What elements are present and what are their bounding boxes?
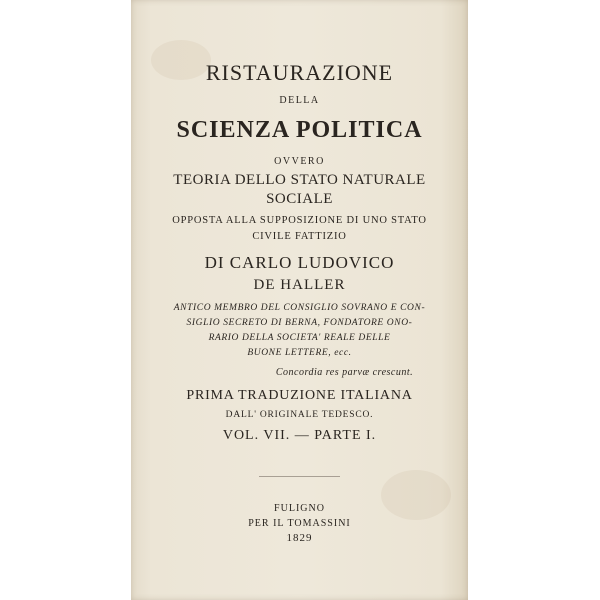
imprint-year: 1829 bbox=[286, 532, 313, 544]
author-description-line-2: SIGLIO SECRETO DI BERNA, FONDATORE ONO- bbox=[186, 318, 413, 328]
volume-label: VOL. VII. — PARTE I. bbox=[222, 428, 377, 443]
author-description-line-3: RARIO DELLA SOCIETA' REALE DELLE bbox=[208, 333, 391, 343]
subtitle-opposta-line-2: CIVILE FATTIZIO bbox=[252, 231, 347, 242]
main-title-line-2: SCIENZA POLITICA bbox=[176, 117, 423, 143]
main-title-line-1: RISTAURAZIONE bbox=[205, 60, 394, 85]
imprint-place: FULIGNO bbox=[274, 503, 325, 514]
subtitle-line-1: TEORIA DELLO STATO NATURALE bbox=[173, 172, 426, 188]
title-connector-della: DELLA bbox=[279, 95, 320, 106]
title-page bbox=[131, 0, 468, 600]
author-description-line-1: ANTICO MEMBRO DEL CONSIGLIO SOVRANO E CON- bbox=[173, 303, 426, 313]
author-line-2: DE HALLER bbox=[253, 277, 346, 293]
title-connector-ovvero: OVVERO bbox=[274, 156, 325, 167]
imprint-divider bbox=[259, 476, 340, 477]
translation-origin-line: DALL' ORIGINALE TEDESCO. bbox=[225, 410, 374, 420]
subtitle-line-2: SOCIALE bbox=[266, 191, 333, 207]
author-line-1: DI CARLO LUDOVICO bbox=[204, 253, 395, 272]
subtitle-opposta-line-1: OPPOSTA ALLA SUPPOSIZIONE DI UNO STATO bbox=[172, 215, 427, 226]
author-description-line-4: BUONE LETTERE, ecc. bbox=[247, 348, 352, 358]
imprint-printer: PER IL TOMASSINI bbox=[248, 518, 351, 529]
epigraph-motto: Concordia res parvæ crescunt. bbox=[275, 367, 414, 378]
translation-line: PRIMA TRADUZIONE ITALIANA bbox=[186, 388, 413, 403]
